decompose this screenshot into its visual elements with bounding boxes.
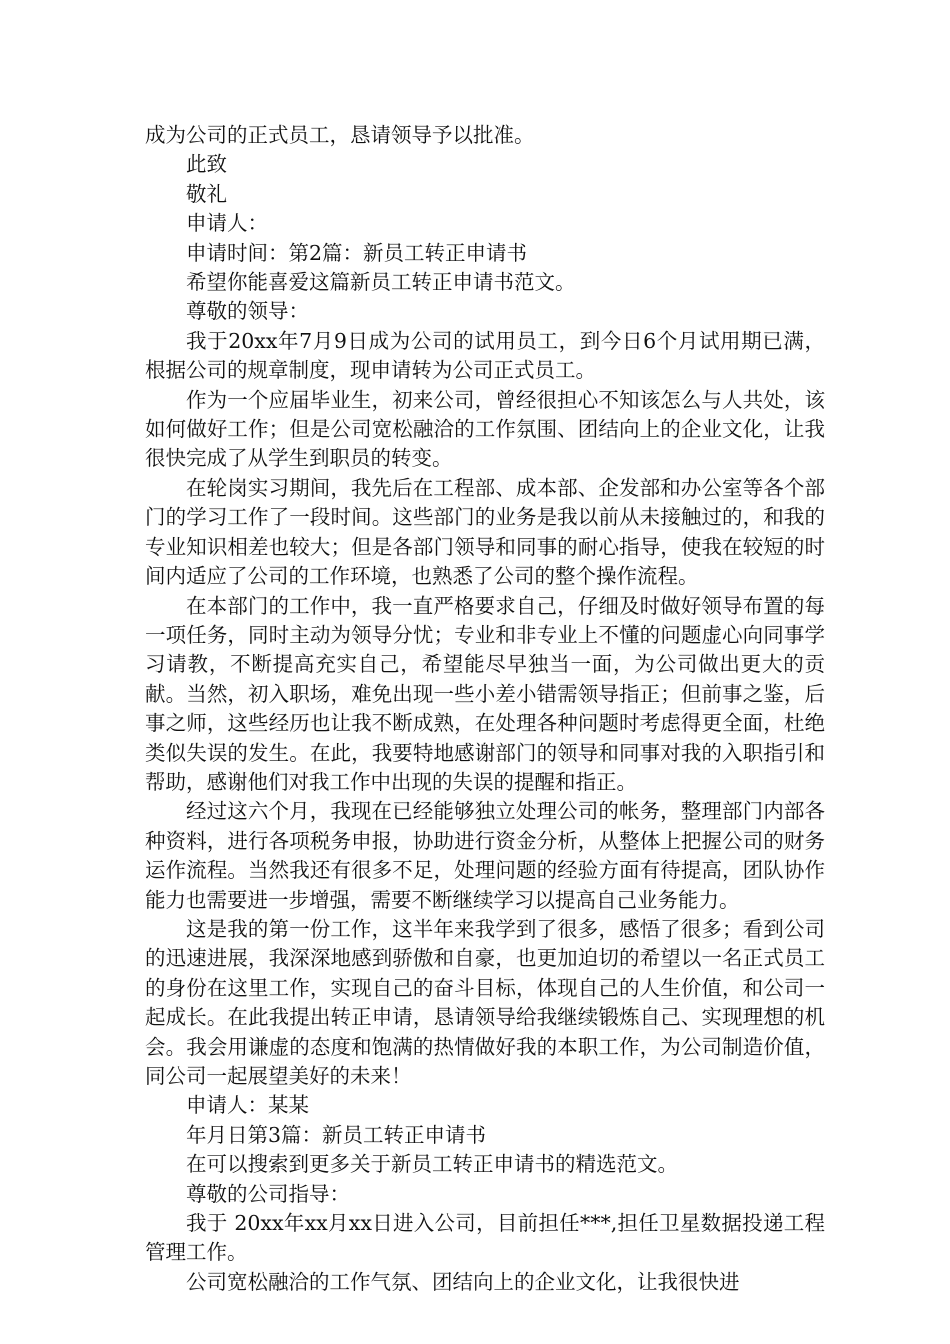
paragraph: 申请人： — [186, 211, 268, 236]
paragraph: 敬礼 — [186, 181, 227, 206]
paragraph: 成为公司的正式员工，恳请领导予以批准。 — [145, 123, 535, 147]
paragraph: 我于 20xx年xx月xx日进入公司，目前担任***,担任卫星数据投递工程管理工作。 — [145, 1211, 825, 1265]
paragraph: 年月日第3篇：新员工转正申请书 — [186, 1122, 487, 1147]
paragraph: 我于20xx年7月9日成为公司的试用员工，到今日6个月试用期已满，根据公司的规章制度，现申请转为公司正式员工。 — [145, 328, 825, 383]
paragraph: 在本部门的工作中，我一直严格要求自己，仔细及时做好领导布置的每一项任务，同时主动为领导分忧；专业和非专业上不懂的问题虚心向同事学习请教，不断提高充实自己，希望能尽早独当一面，为公司做出更大的贡献。当然，初入职场，难免出现一些小差小错需领导指正；但前事之鉴，后事之师，这些经历也让我不断成熟，在处理各种问题时考虑得更全面，杜绝类似失误的发生。在此，我要特地感谢部门的领导和同事对我的入职指引和帮助，感谢他们对我工作中出现的失误的提醒和指正。 — [145, 593, 825, 794]
paragraph: 此致 — [186, 152, 227, 177]
paragraph: 尊敬的公司指导： — [186, 1181, 350, 1206]
paragraph: 在轮岗实习期间，我先后在工程部、成本部、企发部和办公室等各个部门的学习工作了一段时间。这些部门的业务是我以前从未接触过的，和我的专业知识相差也较大；但是各部门领导和同事的耐心指导，使我在较短的时间内适应了公司的工作环境，也熟悉了公司的整个操作流程。 — [145, 475, 825, 589]
paragraph: 作为一个应届毕业生，初来公司，曾经很担心不知该怎么与人共处，该如何做好工作；但是公司宽松融洽的工作氛围、团结向上的企业文化，让我很快完成了从学生到职员的转变。 — [145, 387, 825, 471]
paragraph: 经过这六个月，我现在已经能够独立处理公司的帐务，整理部门内部各种资料，进行各项税务申报，协助进行资金分析，从整体上把握公司的财务运作流程。当然我还有很多不足，处理问题的经验方面有待提高，团队协作能力也需要进一步增强，需要不断继续学习以提高自己业务能力。 — [145, 799, 825, 912]
paragraph: 希望你能喜爱这篇新员工转正申请书范文。 — [186, 270, 576, 295]
paragraph: 这是我的第一份工作，这半年来我学到了很多，感悟了很多；看到公司的迅速进展，我深深地感到骄傲和自豪，也更加迫切的希望以一名正式员工的身份在这里工作，实现自己的奋斗目标，体现自己的人生价值，和公司一起成长。在此我提出转正申请，恳请领导给我继续锻炼自己、实现理想的机会。我会用谦虚的态度和饱满的热情做好我的本职工作，为公司制造价值，同公司一起展望美好的未来！ — [145, 916, 825, 1088]
paragraph: 申请时间：第2篇：新员工转正申请书 — [186, 240, 528, 265]
paragraph: 申请人：某某 — [186, 1093, 309, 1118]
paragraph: 尊敬的领导： — [186, 299, 309, 324]
paragraph: 在可以搜索到更多关于新员工转正申请书的精选范文。 — [186, 1152, 678, 1177]
document-body — [145, 121, 825, 1297]
paragraph: 公司宽松融洽的工作气氛、团结向上的企业文化，让我很快进 — [186, 1269, 740, 1294]
